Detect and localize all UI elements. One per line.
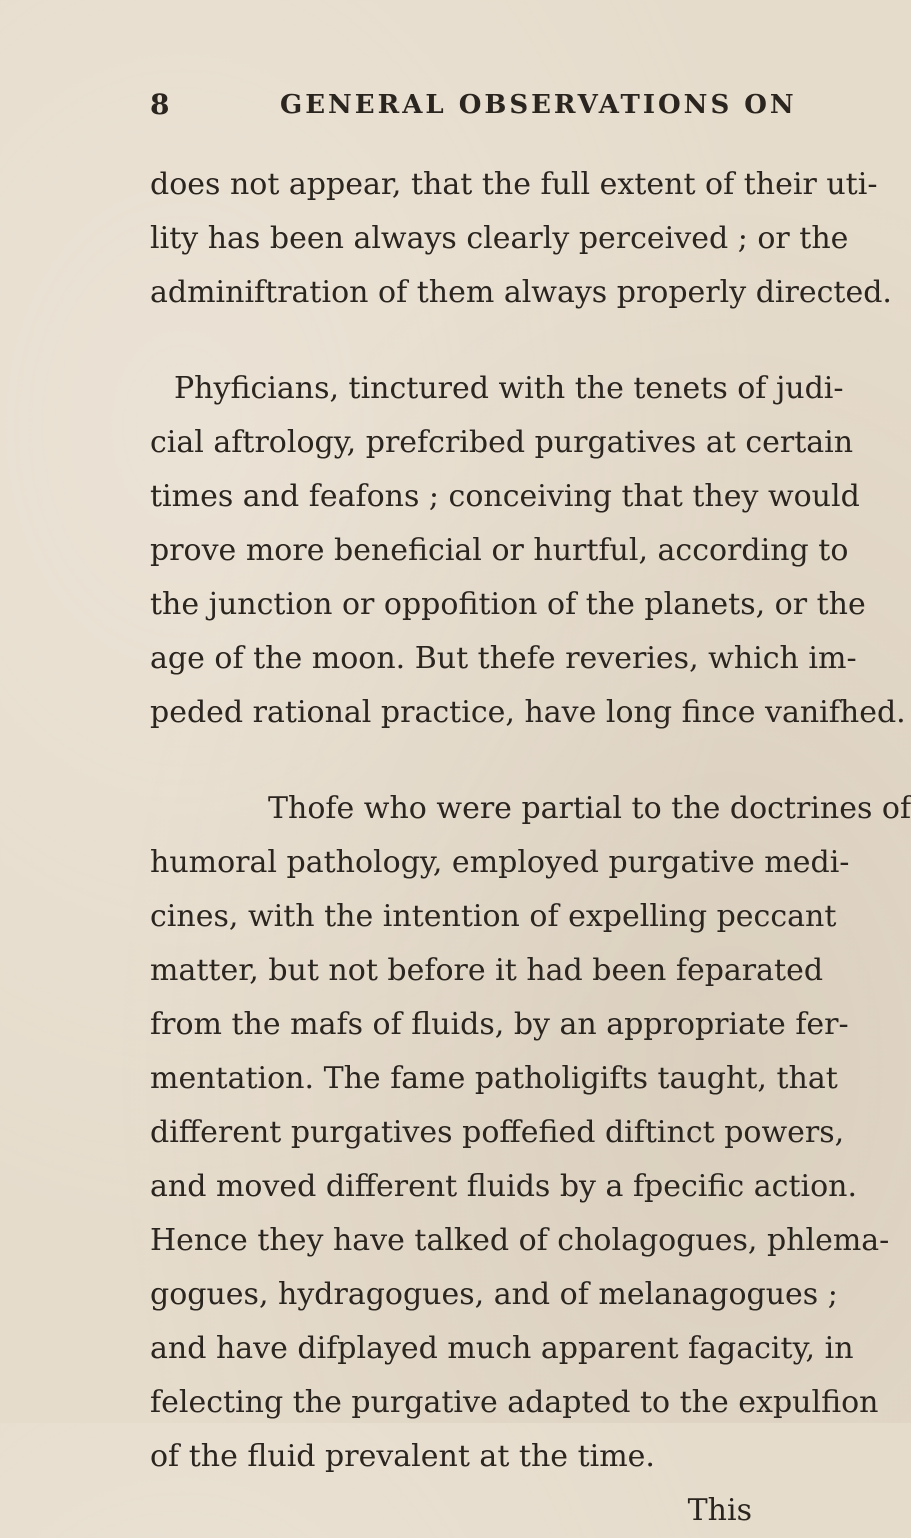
text-line: adminiftration of them always properly directed. xyxy=(150,275,892,310)
catchword: This xyxy=(687,1493,752,1528)
text-line: gogues, hydragogues, and of melanagogues ; xyxy=(150,1277,838,1312)
text-line: prove more beneficial or hurtful, according to xyxy=(150,533,849,568)
body-text xyxy=(150,158,911,1538)
page-header xyxy=(150,88,797,128)
running-head: GENERAL OBSERVATIONS ON xyxy=(280,90,797,120)
text-line: cines, with the intention of expelling peccant xyxy=(150,899,837,934)
text-line: and moved different fluids by a fpecific action. xyxy=(150,1169,858,1204)
text-line: lity has been always clearly perceived ; or the xyxy=(150,221,849,256)
text-line: Thofe who were partial to the doctrines of xyxy=(268,791,911,826)
text-line: peded rational practice, have long fince vanifhed. xyxy=(150,695,906,730)
text-line: humoral pathology, employed purgative medi- xyxy=(150,845,850,880)
paragraph-1 xyxy=(150,158,892,320)
text-line: age of the moon. But thefe reveries, which im- xyxy=(150,641,857,676)
text-line: does not appear, that the full extent of their uti- xyxy=(150,167,878,202)
text-line: and have difplayed much apparent fagacity, in xyxy=(150,1331,854,1366)
text-line: times and feafons ; conceiving that they would xyxy=(150,479,860,514)
text-line: felecting the purgative adapted to the expulfion xyxy=(150,1385,879,1420)
text-line: mentation. The fame patholigifts taught, that xyxy=(150,1061,838,1096)
text-line: from the mafs of fluids, by an appropriate fer- xyxy=(150,1007,849,1042)
text-line: different purgatives poffefied diftinct powers, xyxy=(150,1115,845,1150)
paragraph-3 xyxy=(150,782,911,1484)
page-number: 8 xyxy=(150,88,171,121)
text-line: matter, but not before it had been feparated xyxy=(150,953,824,988)
paragraph-2 xyxy=(150,362,906,740)
text-line: Hence they have talked of cholagogues, phlema- xyxy=(150,1223,890,1258)
text-line: of the fluid prevalent at the time. xyxy=(150,1439,655,1474)
text-line: Phyficians, tinctured with the tenets of judi- xyxy=(174,371,844,406)
text-line: cial aftrology, prefcribed purgatives at certain xyxy=(150,425,854,460)
text-line: the junction or oppofition of the planets, or the xyxy=(150,587,866,622)
